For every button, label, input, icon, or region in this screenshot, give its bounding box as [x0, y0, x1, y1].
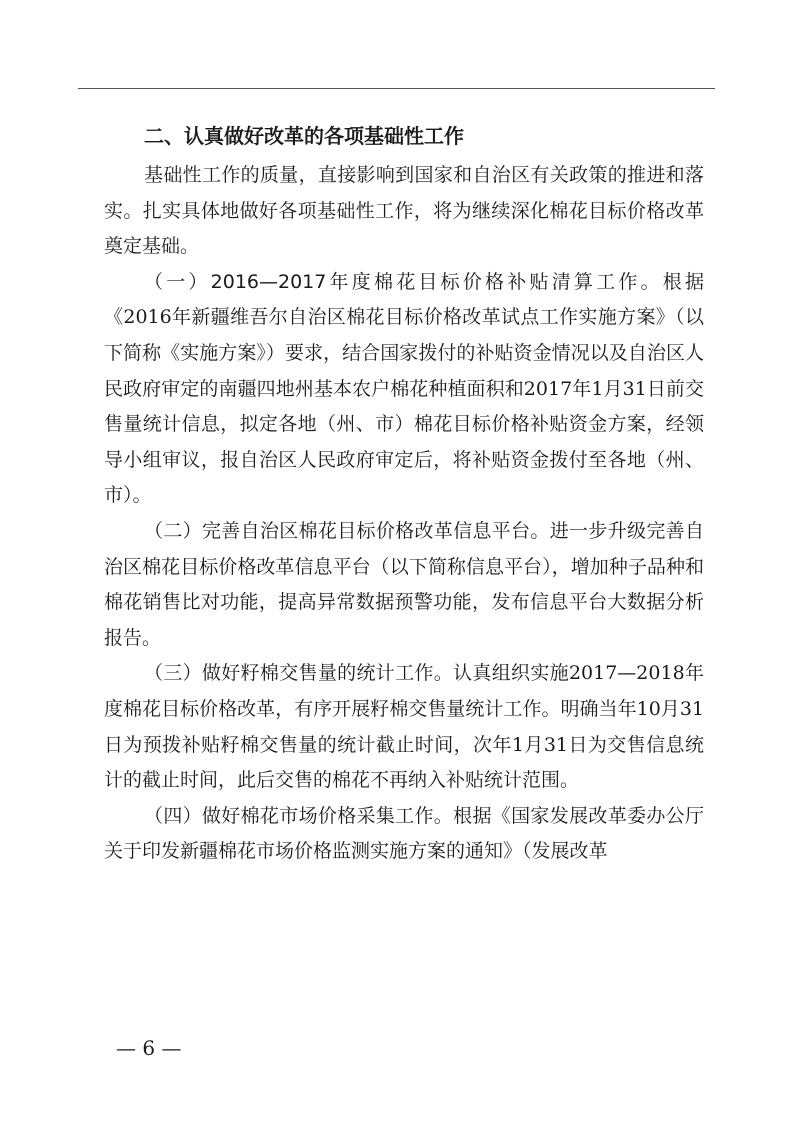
item-body: 进一步升级完善自治区棉花目标价格改革信息平台（以下简称信息平台），增加种子品种和棉花销售比对功能，提高异常数据预警功能，发布信息平台大数据分析报告。 [104, 519, 704, 649]
item-body: 根据《国家发展改革委办公厅关于印发新疆棉花市场价格监测实施方案的通知》（发展改革 [104, 804, 704, 863]
item-paragraph-2 [104, 514, 704, 656]
item-lead: （二）完善自治区棉花目标价格改革信息平台。 [144, 519, 550, 542]
page-number: — 6 — [116, 1036, 182, 1060]
item-paragraph-3 [104, 656, 704, 798]
item-body: 认真组织实施2017—2018年度棉花目标价格改革，有序开展籽棉交售量统计工作。明确当年10月31日为预拨补贴籽棉交售量的统计截止时间，次年1月31日为交售信息统计的截止时间，此后交售的棉花不再纳入补贴统计范围。 [104, 662, 704, 792]
item-lead: （三）做好籽棉交售量的统计工作。 [144, 662, 454, 685]
item-lead: （一）2016—2017年度棉花目标价格补贴清算工作。 [144, 270, 663, 293]
section-heading: 二、认真做好改革的各项基础性工作 [144, 124, 464, 148]
item-body: 根据《2016年新疆维吾尔自治区棉花目标价格改革试点工作实施方案》（以下简称《实施方案》）要求，结合国家拨付的补贴资金情况以及自治区人民政府审定的南疆四地州基本农户棉花种植面积和2017年1月31日前交售量统计信息，拟定各地（州、市）棉花目标价格补贴资金方案，经领导小组审议，报自治区人民政府审定后，将补贴资金拨付至各地（州、市）。 [104, 270, 704, 507]
item-lead: （四）做好棉花市场价格采集工作。 [144, 804, 454, 827]
document-body [104, 116, 704, 870]
item-paragraph-4 [104, 799, 704, 870]
header-rule [78, 88, 715, 89]
intro-paragraph: 基础性工作的质量，直接影响到国家和自治区有关政策的推进和落实。扎实具体地做好各项基础性工作，将为继续深化棉花目标价格改革奠定基础。 [104, 164, 704, 258]
item-paragraph-1 [104, 265, 704, 514]
